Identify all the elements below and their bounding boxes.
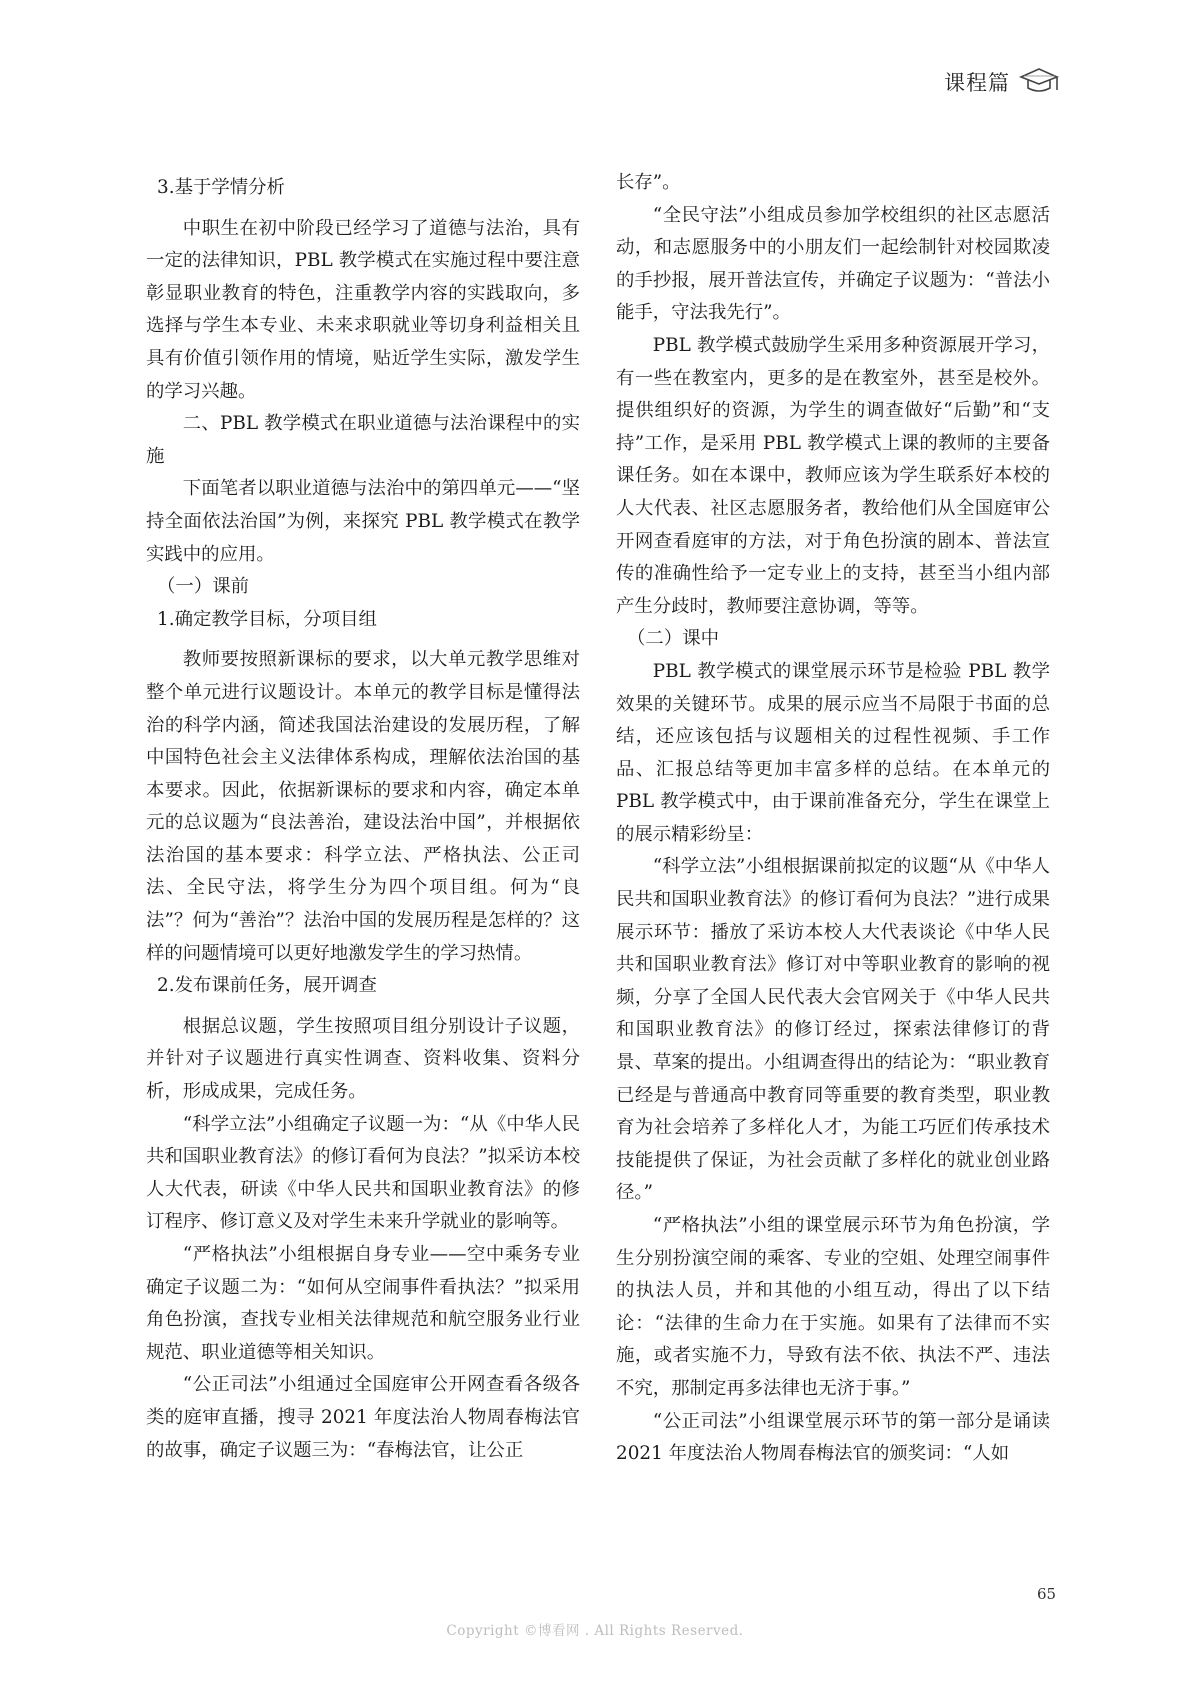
paragraph: 根据总议题，学生按照项目组分别设计子议题，并针对子议题进行真实性调查、资料收集、资料分析，形成成果，完成任务。 (146, 1015, 580, 1103)
paragraph: “公正司法”小组通过全国庭审公开网查看各级各类的庭审直播，搜寻 2021 年度法治人物周春梅法官的故事，确定子议题三为：“春梅法官，让公正 (146, 1374, 580, 1461)
paragraph: 2.发布课前任务，展开调查 (157, 975, 377, 997)
graduation-cap-icon (1018, 64, 1060, 100)
paragraph: “严格执法”小组的课堂展示环节为角色扮演，学生分别扮演空闹的乘客、专业的空姐、处理空闹事件的执法人员，并和其他的小组互动，得出了以下结论：“法律的生命力在于实施。如果有了法律而不实施，或者实施不力，导致有法不依、执法不严、违法不究，那制定再多法律也无济于事。” (616, 1215, 1050, 1399)
paragraph: 中职生在初中阶段已经学习了道德与法治，具有一定的法律知识，PBL 教学模式在实施过程中要注意彰显职业教育的特色，注重教学内容的实践取向，多选择与学生本专业、未来求职就业等切身利益相关且具有价值引领作用的情境，贴近学生实际，激发学生的学习兴趣。 (146, 217, 580, 402)
section-title: 课程篇 (944, 71, 1010, 95)
copyright-footer: Copyright ©博看网 . All Rights Reserved. (446, 1623, 744, 1639)
paragraph: “科学立法”小组确定子议题一为：“从《中华人民共和国职业教育法》的修订看何为良法？”拟采访本校人大代表，研读《中华人民共和国职业教育法》的修订程序、修订意义及对学生未来升学就业的影响等。 (146, 1113, 580, 1233)
paragraph: 二、PBL 教学模式在职业道德与法治课程中的实施 (146, 413, 580, 467)
paragraph: “严格执法”小组根据自身专业——空中乘务专业确定子议题二为：“如何从空闹事件看执法？”拟采用角色扮演，查找专业相关法律规范和航空服务业行业规范、职业道德等相关知识。 (146, 1244, 580, 1363)
paragraph: 1.确定教学目标，分项目组 (157, 608, 377, 630)
page-header (944, 62, 1060, 102)
paragraph: （一）课前 (157, 576, 249, 598)
paragraph: （二）课中 (627, 628, 719, 650)
paragraph: 长存”。 (616, 172, 681, 193)
paragraph: “科学立法”小组根据课前拟定的议题“从《中华人民共和国职业教育法》的修订看何为良法？”进行成果展示环节：播放了采访本校人大代表谈论《中华人民共和国职业教育法》修订对中等职业教育的影响的视频，分享了全国人民代表大会官网关于《中华人民共和国职业教育法》的修订经过，探索法律修订的背景、草案的提出。小组调查得出的结论为：“职业教育已经是与普通高中教育同等重要的教育类型，职业教育为社会培养了多样化人才，为能工巧匠们传承技术技能提供了保证，为社会贡献了多样化的就业创业路径。” (616, 856, 1050, 1204)
paragraph: PBL 教学模式的课堂展示环节是检验 PBL 教学效果的关键环节。成果的展示应当不局限于书面的总结，还应该包括与议题相关的过程性视频、手工作品、汇报总结等更加丰富多样的总结。在本单元的 PBL 教学模式中，由于课前准备充分，学生在课堂上的展示精彩纷呈： (616, 660, 1050, 845)
paragraph: PBL 教学模式鼓励学生采用多种资源展开学习，有一些在教室内，更多的是在教室外，甚至是校外。提供组织好的资源，为学生的调查做好“后勤”和“支持”工作，是采用 PBL 教学模式上课的教师的主要备课任务。如在本课中，教师应该为学生联系好本校的人大代表、社区志愿服务者，教给他们从全国庭审公开网查看庭审的方法，对于角色扮演的剧本、普法宣传的准确性给予一定专业上的支持，甚至当小组内部产生分歧时，教师要注意协调，等等。 (616, 334, 1050, 617)
right-column (616, 167, 1050, 1471)
paragraph: 下面笔者以职业道德与法治中的第四单元——“坚持全面依法治国”为例，来探究 PBL 教学模式在教学实践中的应用。 (146, 478, 580, 565)
page-number: 65 (1037, 1585, 1057, 1603)
paragraph: “全民守法”小组成员参加学校组织的社区志愿活动，和志愿服务中的小朋友们一起绘制针对校园欺凌的手抄报，展开普法宣传，并确定子议题为：“普法小能手，守法我先行”。 (616, 204, 1050, 324)
paragraph: “公正司法”小组课堂展示环节的第一部分是诵读 2021 年度法治人物周春梅法官的颁奖词：“人如 (616, 1410, 1050, 1465)
paragraph: 教师要按照新课标的要求，以大单元教学思维对整个单元进行议题设计。本单元的教学目标是懂得法治的科学内涵，简述我国法治建设的发展历程，了解中国特色社会主义法律体系构成，理解依法治国的基本要求。因此，依据新课标的要求和内容，确定本单元的总议题为“良法善治，建设法治中国”，并根据依法治国的基本要求：科学立法、严格执法、公正司法、全民守法，将学生分为四个项目组。何为“良法”？何为“善治”？法治中国的发展历程是怎样的？这样的问题情境可以更好地激发学生的学习热情。 (146, 649, 580, 964)
left-column (146, 172, 580, 1467)
paragraph: 3.基于学情分析 (157, 177, 285, 198)
